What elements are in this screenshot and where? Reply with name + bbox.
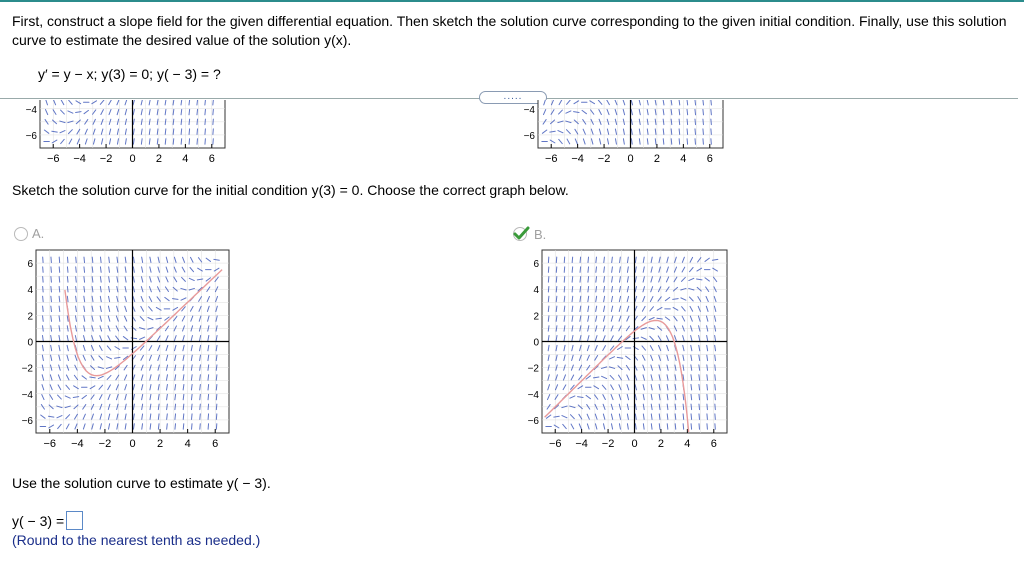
slope-segment (149, 139, 150, 144)
slope-segment (671, 129, 672, 134)
slope-segment (183, 424, 184, 429)
slope-segment (655, 129, 656, 134)
slope-segment (564, 296, 565, 301)
x-tick-label: −6 (46, 153, 60, 164)
slope-segment (647, 139, 648, 144)
slope-segment (699, 414, 700, 419)
slope-segment (208, 394, 209, 399)
slope-segment (572, 267, 573, 272)
slope-segment (687, 129, 688, 134)
slope-segment (181, 109, 182, 114)
slope-segment (703, 109, 704, 114)
slope-segment (189, 119, 190, 124)
slope-segment (651, 424, 652, 429)
answer-label: y( − 3) = (12, 512, 65, 529)
slope-segment (43, 306, 44, 311)
slope-segment (679, 119, 680, 124)
slope-segment (711, 100, 712, 105)
slope-segment (655, 139, 656, 144)
y-tick-label: 4 (533, 285, 539, 297)
slope-segment (192, 414, 193, 419)
slope-segment (43, 286, 44, 291)
slope-segment (216, 375, 217, 380)
y-tick-label: −6 (25, 130, 37, 142)
slope-segment (183, 414, 184, 419)
y-tick-label: −6 (21, 415, 33, 427)
slope-segment (200, 375, 201, 380)
slope-segment (683, 424, 684, 429)
slope-segment (691, 414, 692, 419)
x-tick-label: −2 (99, 153, 113, 164)
slope-segment (675, 424, 676, 429)
y-tick-label: −6 (523, 130, 535, 142)
y-tick-label: 2 (533, 311, 539, 323)
slope-segment (173, 129, 174, 134)
slope-segment (580, 267, 581, 272)
slope-segment (208, 385, 209, 390)
slope-segment (556, 306, 557, 311)
slope-segment (59, 267, 60, 272)
slope-segment (580, 286, 581, 291)
slope-segment (158, 424, 159, 429)
slope-segment (43, 296, 44, 301)
slope-segment (596, 277, 597, 282)
slope-segment (165, 129, 166, 134)
y-tick-label: 4 (27, 285, 33, 297)
x-tick-label: 6 (710, 438, 717, 450)
slope-segment (679, 139, 680, 144)
slope-segment (200, 404, 201, 409)
slope-segment (715, 385, 716, 390)
y-tick-label: −4 (527, 389, 539, 401)
x-tick-label: 4 (184, 438, 191, 450)
slope-segment (200, 414, 201, 419)
slope-segment (671, 139, 672, 144)
slope-segment (84, 267, 85, 272)
slope-segment (679, 129, 680, 134)
slope-segment (659, 414, 660, 419)
x-tick-label: 2 (653, 153, 660, 164)
slope-segment (200, 394, 201, 399)
slope-segment (205, 119, 206, 124)
slope-segment (687, 119, 688, 124)
x-tick-label: 2 (155, 153, 162, 164)
top-right-graph (508, 100, 738, 164)
y-tick-label: 0 (27, 337, 33, 349)
slope-segment (189, 109, 190, 114)
slope-segment (208, 375, 209, 380)
slope-segment (216, 385, 217, 390)
x-tick-label: 0 (631, 438, 638, 450)
slope-segment (695, 119, 696, 124)
top-left-slope-field (10, 100, 240, 164)
slope-segment (604, 267, 605, 272)
choice-b-option[interactable] (512, 226, 546, 242)
slope-segment (675, 414, 676, 419)
slope-segment (663, 139, 664, 144)
slope-segment (197, 109, 198, 114)
expand-button[interactable]: ..... (479, 91, 547, 104)
slope-segment (667, 414, 668, 419)
y-tick-label: −2 (21, 363, 33, 375)
slope-segment (548, 306, 549, 311)
slope-segment (92, 257, 93, 262)
slope-segment (67, 257, 68, 262)
slope-segment (173, 119, 174, 124)
choice-b-label: B. (534, 226, 547, 242)
slope-segment (564, 286, 565, 291)
checkmark-icon (512, 226, 530, 242)
slope-segment (703, 119, 704, 124)
slope-segment (76, 257, 77, 262)
choice-a-option[interactable] (14, 226, 44, 241)
slope-segment (588, 257, 589, 262)
slope-segment (548, 316, 549, 321)
slope-segment (715, 365, 716, 370)
x-tick-label: −6 (43, 438, 57, 450)
slope-segment (189, 139, 190, 144)
y-tick-label: −4 (25, 104, 37, 116)
slope-segment (157, 139, 158, 144)
slope-segment (564, 277, 565, 282)
slope-segment (683, 414, 684, 419)
slope-segment (683, 404, 684, 409)
slope-segment (707, 375, 708, 380)
slope-segment (604, 257, 605, 262)
slope-segment (191, 385, 192, 390)
cropped-plot (26, 100, 225, 164)
x-tick-label: −2 (601, 438, 615, 450)
slope-segment (707, 385, 708, 390)
slope-segment (556, 286, 557, 291)
slope-segment (167, 414, 168, 419)
slope-segment (213, 109, 214, 114)
slope-segment (92, 267, 93, 272)
slope-segment (205, 109, 206, 114)
x-tick-label: 6 (208, 153, 215, 164)
choice-a-radio[interactable] (14, 227, 28, 241)
slope-segment (691, 424, 692, 429)
y-tick-label: 0 (533, 337, 539, 349)
slope-segment (548, 286, 549, 291)
slope-segment (197, 129, 198, 134)
top-left-graph (10, 100, 240, 164)
x-tick-label: −2 (98, 438, 112, 450)
x-tick-label: 6 (212, 438, 219, 450)
y-tick-label: −6 (527, 415, 539, 427)
slope-segment (707, 404, 708, 409)
slope-segment (76, 277, 77, 282)
slope-segment (192, 424, 193, 429)
answer-input[interactable] (66, 511, 83, 530)
slope-segment (703, 100, 704, 105)
slope-segment (711, 109, 712, 114)
slope-segment (43, 316, 44, 321)
slope-segment (691, 385, 692, 390)
slope-segment (51, 277, 52, 282)
slope-segment (699, 404, 700, 409)
slope-segment (548, 296, 549, 301)
slope-segment (572, 277, 573, 282)
slope-segment (208, 404, 209, 409)
y-tick-label: −4 (523, 104, 535, 116)
slope-segment (695, 109, 696, 114)
slope-segment (100, 257, 101, 262)
slope-segment (84, 277, 85, 282)
slope-segment (556, 277, 557, 282)
slope-segment (165, 139, 166, 144)
x-tick-label: 0 (129, 153, 136, 164)
slope-segment (216, 365, 217, 370)
x-tick-label: −6 (548, 438, 562, 450)
x-tick-label: 4 (684, 438, 691, 450)
slope-segment (59, 277, 60, 282)
slope-segment (51, 306, 52, 311)
slope-segment (596, 257, 597, 262)
slope-segment (691, 404, 692, 409)
x-tick-label: −2 (597, 153, 611, 164)
answer-row (12, 511, 83, 530)
slope-segment (183, 404, 184, 409)
slope-segment (687, 109, 688, 114)
slope-segment (564, 306, 565, 311)
slope-segment (556, 316, 557, 321)
choice-a-label: A. (32, 226, 45, 241)
cropped-plot (524, 100, 723, 164)
slope-segment (687, 100, 688, 105)
slope-segment (173, 139, 174, 144)
slope-segment (189, 100, 190, 105)
top-accent-line (0, 0, 1024, 2)
slope-segment (150, 424, 151, 429)
slope-segment (67, 296, 68, 301)
x-tick-label: −4 (73, 153, 86, 164)
slope-segment (167, 424, 168, 429)
choose-graph-prompt: Sketch the solution curve for the initial condition y(3) = 0. Choose the correct graph below. (12, 182, 569, 198)
x-tick-label: −4 (575, 438, 588, 450)
slope-segment (100, 267, 101, 272)
slope-segment (205, 100, 206, 105)
slope-segment (612, 257, 613, 262)
slope-segment (76, 267, 77, 272)
estimate-prompt: Use the solution curve to estimate y( − 3). (12, 475, 271, 491)
slope-segment (580, 257, 581, 262)
slope-segment (691, 394, 692, 399)
slope-segment (59, 286, 60, 291)
instructions-text: First, construct a slope field for the given differential equation. Then sketch the solution curve corresponding to the given initial condition. Finally, use this solution curve to estimate the desired value of the solution y(x). (12, 13, 1007, 48)
y-tick-label: 6 (533, 259, 539, 271)
slope-segment (181, 139, 182, 144)
slope-segment (175, 414, 176, 419)
slope-segment (216, 394, 217, 399)
slope-segment (715, 375, 716, 380)
slope-segment (158, 414, 159, 419)
slope-segment (667, 424, 668, 429)
slope-segment (157, 129, 158, 134)
slope-segment (67, 286, 68, 291)
slope-segment (572, 296, 573, 301)
slope-segment (588, 277, 589, 282)
y-tick-label: 6 (27, 259, 33, 271)
slope-segment (181, 119, 182, 124)
slope-segment (84, 257, 85, 262)
slope-segment (695, 129, 696, 134)
slope-segment (175, 424, 176, 429)
slope-segment (213, 100, 214, 105)
slope-segment (51, 316, 52, 321)
slope-segment (556, 296, 557, 301)
slope-segment (699, 375, 700, 380)
y-tick-label: −4 (21, 389, 33, 401)
slope-segment (189, 129, 190, 134)
slope-segment (175, 404, 176, 409)
slope-segment (596, 267, 597, 272)
slope-segment (67, 267, 68, 272)
x-tick-label: 0 (627, 153, 634, 164)
slope-segment (572, 257, 573, 262)
slope-segment (200, 385, 201, 390)
slope-segment (699, 385, 700, 390)
x-tick-label: −6 (544, 153, 558, 164)
slope-segment (191, 394, 192, 399)
choice-a-graph[interactable] (14, 245, 244, 455)
x-tick-label: −4 (71, 438, 84, 450)
problem-equation: y′ = y − x; y(3) = 0; y( − 3) = ? (38, 66, 221, 82)
x-tick-label: 2 (657, 438, 664, 450)
slope-segment (588, 267, 589, 272)
slope-segment (699, 394, 700, 399)
slope-segment (59, 306, 60, 311)
slope-segment (181, 129, 182, 134)
slope-segment (675, 404, 676, 409)
x-tick-label: 0 (129, 438, 136, 450)
slope-segment (183, 394, 184, 399)
slope-segment (671, 119, 672, 124)
slope-segment (663, 129, 664, 134)
slope-segment (715, 394, 716, 399)
y-tick-label: 2 (27, 311, 33, 323)
slope-segment (76, 286, 77, 291)
slope-segment (707, 394, 708, 399)
slope-segment (683, 394, 684, 399)
slope-segment (580, 277, 581, 282)
x-tick-label: 6 (706, 153, 713, 164)
slope-segment (59, 296, 60, 301)
slope-segment (191, 404, 192, 409)
y-tick-label: −2 (527, 363, 539, 375)
slope-segment (564, 267, 565, 272)
slope-segment (679, 109, 680, 114)
x-tick-label: 4 (182, 153, 189, 164)
slope-segment (695, 100, 696, 105)
slope-segment (51, 286, 52, 291)
slope-segment (197, 100, 198, 105)
x-tick-label: 4 (680, 153, 687, 164)
slope-segment (659, 424, 660, 429)
x-tick-label: 2 (157, 438, 164, 450)
top-right-slope-field (508, 100, 738, 164)
x-tick-label: −4 (571, 153, 584, 164)
choice-b-graph[interactable] (512, 245, 742, 455)
slope-segment (109, 257, 110, 262)
slope-segment (67, 277, 68, 282)
slope-segment (92, 277, 93, 282)
rounding-note: (Round to the nearest tenth as needed.) (12, 532, 261, 548)
slope-segment (51, 296, 52, 301)
slope-segment (572, 286, 573, 291)
slope-segment (687, 139, 688, 144)
slope-segment (197, 119, 198, 124)
